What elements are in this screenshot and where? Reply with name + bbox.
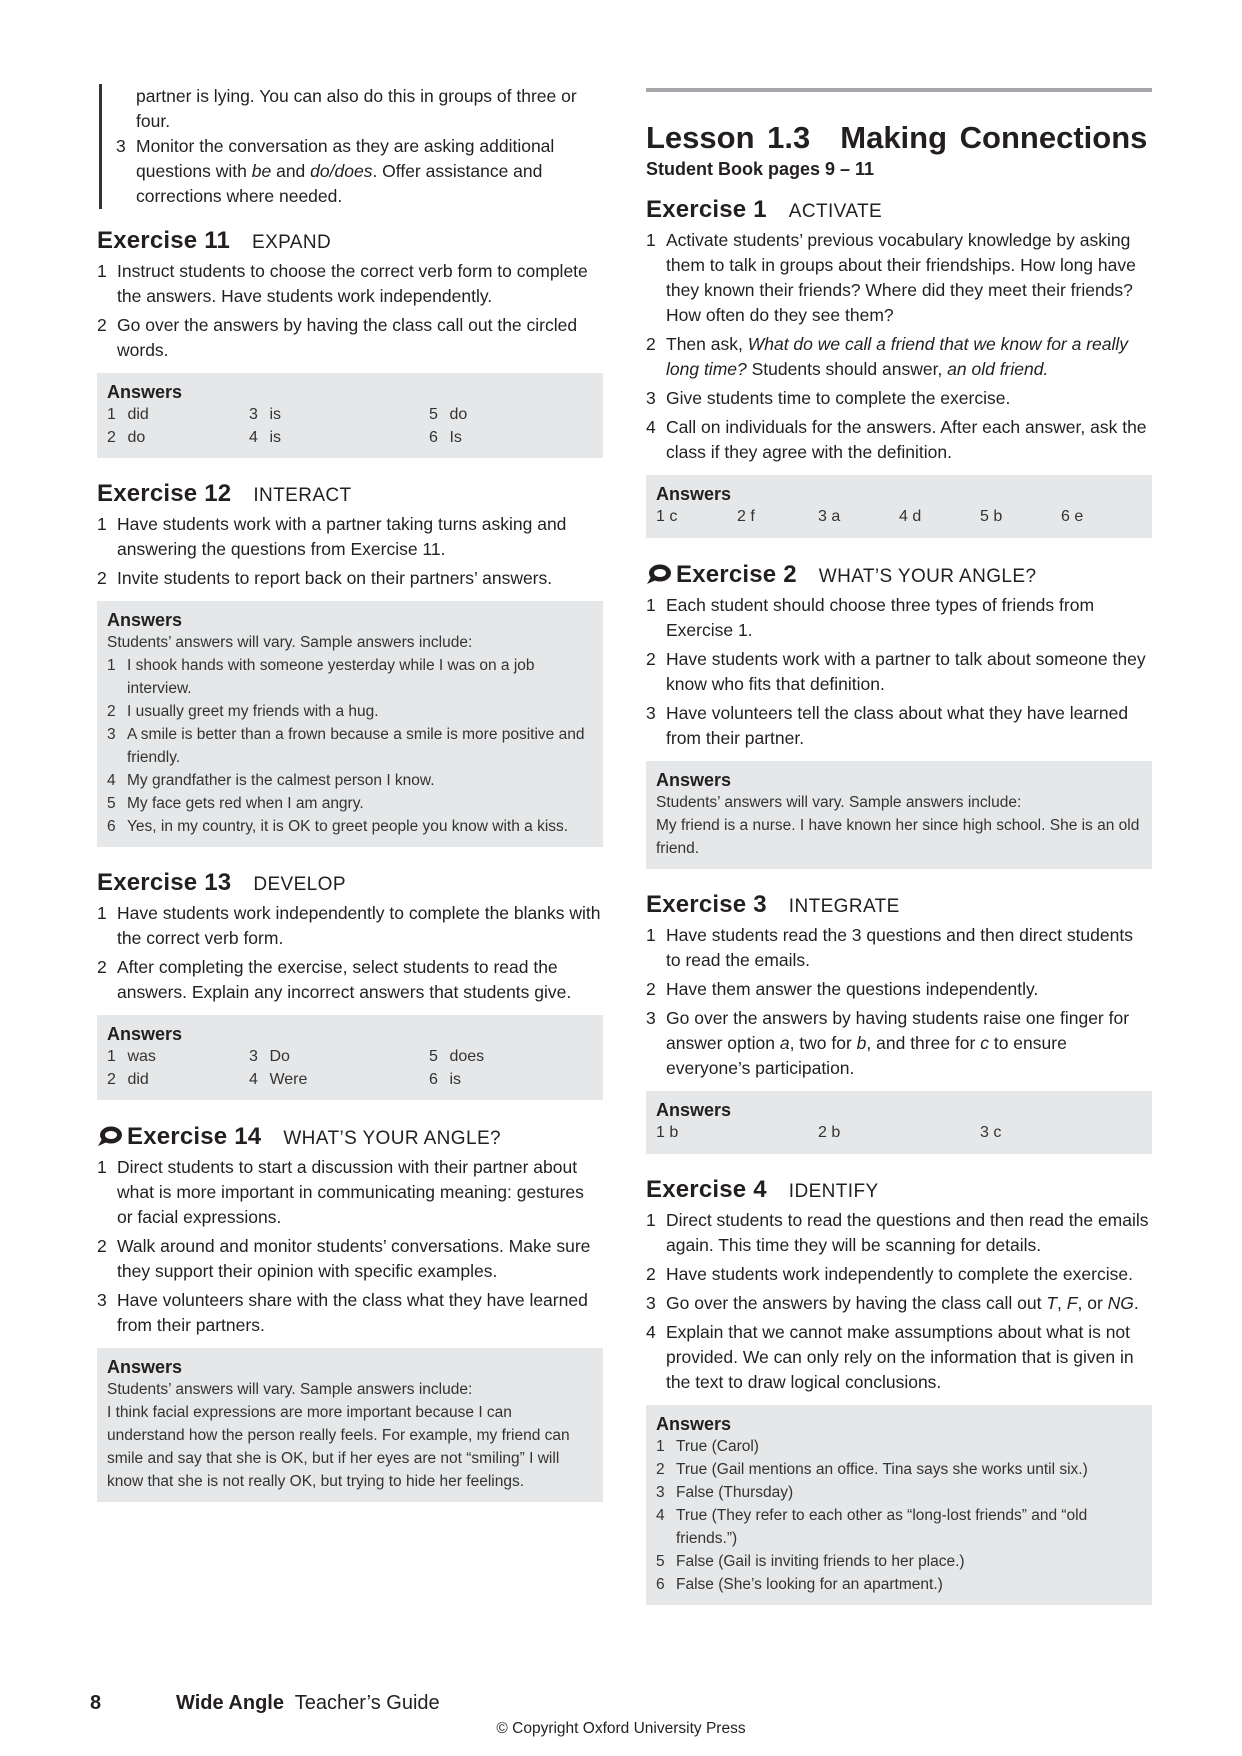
step: 1 Activate students’ previous vocabulary knowledge by asking them to talk in groups about their friendships. How long have they known their friends? Where did they meet their friends? How often do they see them? <box>646 230 1136 325</box>
answers-box <box>97 1015 603 1100</box>
exercise-subtitle: INTEGRATE <box>788 896 900 917</box>
exercise-3 <box>646 891 1152 1154</box>
answer-item: 2 did <box>107 1071 149 1088</box>
answers-title: Answers <box>656 1100 732 1120</box>
lesson-name: Making Connections <box>840 120 1148 155</box>
answers-body: My friend is a nurse. I have known her since high school. She is an old friend. <box>656 817 1140 857</box>
answer-item: 6 Yes, in my country, it is OK to greet people you know with a kiss. <box>107 818 569 835</box>
exercise-title: Exercise 1 <box>646 196 767 223</box>
answers-title: Answers <box>656 484 732 504</box>
answer-item: 5 False (Gail is inviting friends to her place.) <box>656 1553 965 1570</box>
answer-item: 4 d <box>899 508 922 525</box>
exercise-title: Exercise 2 <box>676 561 797 588</box>
answer-item: 3 False (Thursday) <box>656 1484 794 1501</box>
exercise-13 <box>97 869 603 1100</box>
speech-bubble-icon <box>97 1125 123 1147</box>
exercise-subtitle: DEVELOP <box>253 874 346 895</box>
answer-item: 2 True (Gail mentions an office. Tina says she works until six.) <box>656 1461 1088 1478</box>
step: 3 Have volunteers tell the class about what they have learned from their partner. <box>646 703 1129 748</box>
answers-title: Answers <box>656 1414 732 1434</box>
lesson-number: Lesson 1.3 <box>646 120 811 155</box>
page-footer <box>90 1692 440 1715</box>
answer-item: 3 a <box>818 508 841 525</box>
step: 1 Have students read the 3 questions and then direct students to read the emails. <box>646 925 1133 970</box>
answers-body: I think facial expressions are more important because I can understand how the person really feels. For example, my friend can smile and say that she is OK, but if her eyes are not “smiling” I will know that she is not really OK, but trying to hide her feelings. <box>107 1404 570 1490</box>
answers-box <box>646 1091 1152 1154</box>
exercise-2 <box>646 560 1152 869</box>
continued-text: partner is lying. You can also do this in groups of three or four. <box>136 86 577 131</box>
exercise-subtitle: ACTIVATE <box>788 201 883 222</box>
answer-item: 3 A smile is better than a frown because a smile is more positive and friendly. <box>107 726 585 766</box>
answer-item: 1 was <box>107 1048 156 1065</box>
step: 2 Invite students to report back on their partners’ answers. <box>97 568 553 588</box>
answers-title: Answers <box>656 770 732 790</box>
step: 2 Have them answer the questions independently. <box>646 979 1039 999</box>
answer-item: 1 c <box>656 508 678 525</box>
answers-intro: Students’ answers will vary. Sample answers include: <box>107 634 473 651</box>
answer-item: 2 I usually greet my friends with a hug. <box>107 703 379 720</box>
answers-box <box>97 1348 603 1502</box>
answer-item: 6 e <box>1061 508 1084 525</box>
answer-item: 6 False (She’s looking for an apartment.) <box>656 1576 943 1593</box>
left-column <box>97 84 603 1524</box>
answer-item: 5 My face gets red when I am angry. <box>107 795 364 812</box>
answers-box <box>646 475 1152 538</box>
step: 4 Explain that we cannot make assumptions about what is not provided. We can only rely on the information that is given in the text to draw logical conclusions. <box>646 1322 1134 1392</box>
answer-item: 1 I shook hands with someone yesterday while I was on a job interview. <box>107 657 535 697</box>
step: 1 Direct students to read the questions and then read the emails again. This time they will be scanning for details. <box>646 1210 1149 1255</box>
step: 1 Instruct students to choose the correct verb form to complete the answers. Have students work independently. <box>97 261 588 306</box>
answer-item: 6 is <box>429 1071 462 1088</box>
copyright-notice: © Copyright Oxford University Press <box>496 1720 746 1737</box>
answer-item: 2 do <box>107 429 146 446</box>
answer-item: 5 do <box>429 406 468 423</box>
lesson-divider <box>646 88 1152 92</box>
exercise-subtitle: EXPAND <box>252 232 332 253</box>
exercise-11 <box>97 227 603 458</box>
exercise-title: Exercise 11 <box>97 227 230 254</box>
exercise-title: Exercise 13 <box>97 869 232 896</box>
lesson-title <box>646 120 1152 156</box>
page-number: 8 <box>90 1692 102 1714</box>
book-guide: Teacher’s Guide <box>294 1692 440 1714</box>
answer-item: 3 c <box>980 1124 1002 1141</box>
answer-item: 3 is <box>249 406 282 423</box>
answer-item: 1 True (Carol) <box>656 1438 759 1455</box>
exercise-subtitle: WHAT’S YOUR ANGLE? <box>283 1128 501 1149</box>
answers-box <box>646 1405 1152 1605</box>
book-brand: Wide Angle <box>176 1692 284 1714</box>
answer-item: 2 f <box>737 508 755 525</box>
step: 2 Have students work with a partner to talk about someone they know who fits that definition. <box>646 649 1146 694</box>
step: 2 Walk around and monitor students’ conversations. Make sure they support their opinion with specific examples. <box>97 1236 591 1281</box>
step: 2 Then ask, What do we call a friend that we know for a really long time? Students should answer, an old friend. <box>646 334 1129 379</box>
answers-box <box>646 761 1152 869</box>
answers-title: Answers <box>107 1357 183 1377</box>
answer-item: 3 Do <box>249 1048 290 1065</box>
answer-item: 1 did <box>107 406 149 423</box>
answer-item: 5 b <box>980 508 1003 525</box>
answer-item: 4 Were <box>249 1071 308 1088</box>
answers-box <box>97 373 603 458</box>
speech-bubble-icon <box>646 563 672 585</box>
step: 4 Call on individuals for the answers. After each answer, ask the class if they agree with the definition. <box>646 417 1147 462</box>
exercise-4 <box>646 1176 1152 1605</box>
continued-steps <box>99 84 603 209</box>
exercise-title: Exercise 4 <box>646 1176 767 1203</box>
exercise-title: Exercise 12 <box>97 480 232 507</box>
step: 1 Have students work independently to complete the blanks with the correct verb form. <box>97 903 601 948</box>
step: 3 Have volunteers share with the class what they have learned from their partners. <box>97 1290 588 1335</box>
exercise-subtitle: IDENTIFY <box>788 1181 879 1202</box>
answer-item: 5 does <box>429 1048 485 1065</box>
step: 2 Go over the answers by having the class call out the circled words. <box>97 315 578 360</box>
step: 1 Direct students to start a discussion with their partner about what is more important in communicating meaning: gestures or facial expressions. <box>97 1157 584 1227</box>
step: 3 Go over the answers by having students raise one finger for answer option a, two for b, and three for c to ensure everyone’s participation. <box>646 1008 1130 1078</box>
answer-item: 4 True (They refer to each other as “long-lost friends” and “old friends.”) <box>656 1507 1088 1547</box>
answers-intro: Students’ answers will vary. Sample answers include: <box>107 1381 473 1398</box>
exercise-14 <box>97 1122 603 1502</box>
step: 1 Each student should choose three types of friends from Exercise 1. <box>646 595 1095 640</box>
continued-step-3: 3 Monitor the conversation as they are asking additional questions with be and do/does. Offer assistance and corrections where needed. <box>116 136 555 206</box>
answer-item: 4 is <box>249 429 282 446</box>
step: 2 Have students work independently to complete the exercise. <box>646 1264 1133 1284</box>
answers-box <box>97 601 603 847</box>
right-column <box>646 84 1152 1627</box>
exercise-title: Exercise 14 <box>127 1123 262 1150</box>
step: 3 Go over the answers by having the class call out T, F, or NG. <box>646 1293 1139 1313</box>
step: 3 Give students time to complete the exercise. <box>646 388 1011 408</box>
step: 1 Have students work with a partner taking turns asking and answering the questions from Exercise 11. <box>97 514 567 559</box>
answers-title: Answers <box>107 382 183 402</box>
answer-item: 1 b <box>656 1124 679 1141</box>
exercise-subtitle: INTERACT <box>253 485 352 506</box>
answer-item: 4 My grandfather is the calmest person I know. <box>107 772 435 789</box>
exercise-subtitle: WHAT’S YOUR ANGLE? <box>818 566 1037 587</box>
lesson-pages: Student Book pages 9 – 11 <box>646 159 875 179</box>
exercise-1 <box>646 196 1152 538</box>
exercise-title: Exercise 3 <box>646 891 767 918</box>
step: 2 After completing the exercise, select students to read the answers. Explain any incorrect answers that students give. <box>97 957 572 1002</box>
answer-item: 2 b <box>818 1124 841 1141</box>
answers-title: Answers <box>107 1024 183 1044</box>
answers-intro: Students’ answers will vary. Sample answers include: <box>656 794 1022 811</box>
answer-item: 6 Is <box>429 429 462 446</box>
answers-title: Answers <box>107 610 183 630</box>
exercise-12 <box>97 480 603 847</box>
